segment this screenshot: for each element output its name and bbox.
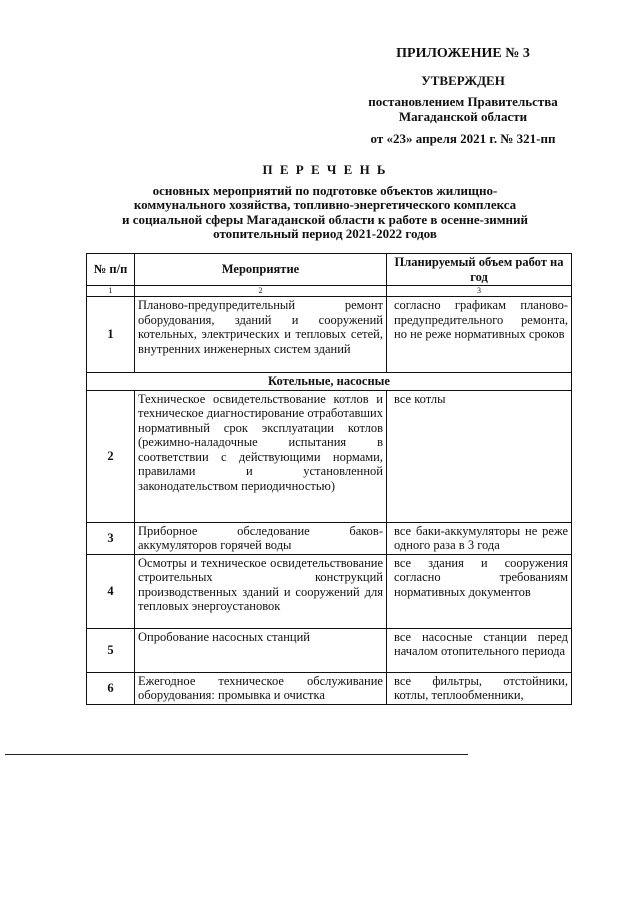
row-number: 2	[87, 390, 135, 522]
approval-header	[348, 46, 578, 146]
table-row	[87, 390, 572, 522]
approved-label: УТВЕРЖДЕН	[421, 73, 505, 88]
title-line-3: и социальной сферы Магаданской области к работе в осенне-зимний	[121, 211, 529, 227]
header-activity: Мероприятие	[135, 254, 387, 286]
row-volume: все котлы	[387, 390, 572, 522]
approval-date: от «23» апреля 2021 г. № 321-пп	[370, 131, 556, 146]
row-activity: Осмотры и техническое освидетельствование строительных конструкций производственных зданий и сооружений для тепловых энергоустановок	[135, 554, 387, 628]
row-volume: все здания и сооружения согласно требованиям нормативных документов	[387, 554, 572, 628]
approval-line-1: постановлением Правительства	[368, 94, 558, 109]
row-number: 6	[87, 672, 135, 704]
index-1: 1	[87, 286, 135, 297]
row-volume: все баки-аккумуляторы не реже одного раза в 3 года	[387, 522, 572, 554]
row-number: 3	[87, 522, 135, 554]
row-volume: все фильтры, отстойники, котлы, теплообменники,	[387, 672, 572, 704]
row-number: 4	[87, 554, 135, 628]
document-title	[90, 163, 560, 242]
row-number: 5	[87, 628, 135, 672]
table-row	[87, 554, 572, 628]
appendix-label: ПРИЛОЖЕНИЕ № 3	[396, 46, 530, 61]
row-activity: Ежегодное техническое обслуживание оборудования: промывка и очистка	[135, 672, 387, 704]
page-divider	[5, 754, 468, 755]
row-activity: Техническое освидетельствование котлов и техническое диагностирование отработавших нормативный срок эксплуатации котлов (режимно-наладочные испытания в соответствии с действующими нормами, правилами и установленной законодательством периодичностью)	[135, 390, 387, 522]
header-volume: Планируемый объем работ на год	[387, 254, 572, 286]
row-number: 1	[87, 297, 135, 373]
index-3: 3	[387, 286, 572, 297]
row-activity: Опробование насосных станций	[135, 628, 387, 672]
table-row	[87, 628, 572, 672]
title-line-4: отопительный период 2021-2022 годов	[213, 226, 437, 241]
table-row	[87, 297, 572, 373]
title-line-1: основных мероприятий по подготовке объектов жилищно-	[152, 182, 498, 198]
header-number: № п/п	[87, 254, 135, 286]
measures-table	[86, 253, 572, 705]
row-volume: согласно графикам планово-предупредительного ремонта, но не реже нормативных сроков	[387, 297, 572, 373]
section-title: Котельные, насосные	[87, 373, 572, 391]
index-2: 2	[135, 286, 387, 297]
table-row	[87, 522, 572, 554]
table-row	[87, 672, 572, 704]
title-line-2: коммунального хозяйства, топливно-энергетического комплекса	[133, 197, 517, 212]
section-row	[87, 373, 572, 391]
row-activity: Приборное обследование баков-аккумуляторов горячей воды	[135, 522, 387, 554]
title-main: П Е Р Е Ч Е Н Ь	[262, 162, 388, 177]
approval-line-2: Магаданской области	[398, 109, 528, 124]
row-volume: все насосные станции перед началом отопительного периода	[387, 628, 572, 672]
row-activity: Планово-предупредительный ремонт оборудования, зданий и сооружений котельных, электрических и тепловых сетей, внутренних инженерных систем зданий	[135, 297, 387, 373]
table-header-row	[87, 254, 572, 286]
index-row	[87, 286, 572, 297]
